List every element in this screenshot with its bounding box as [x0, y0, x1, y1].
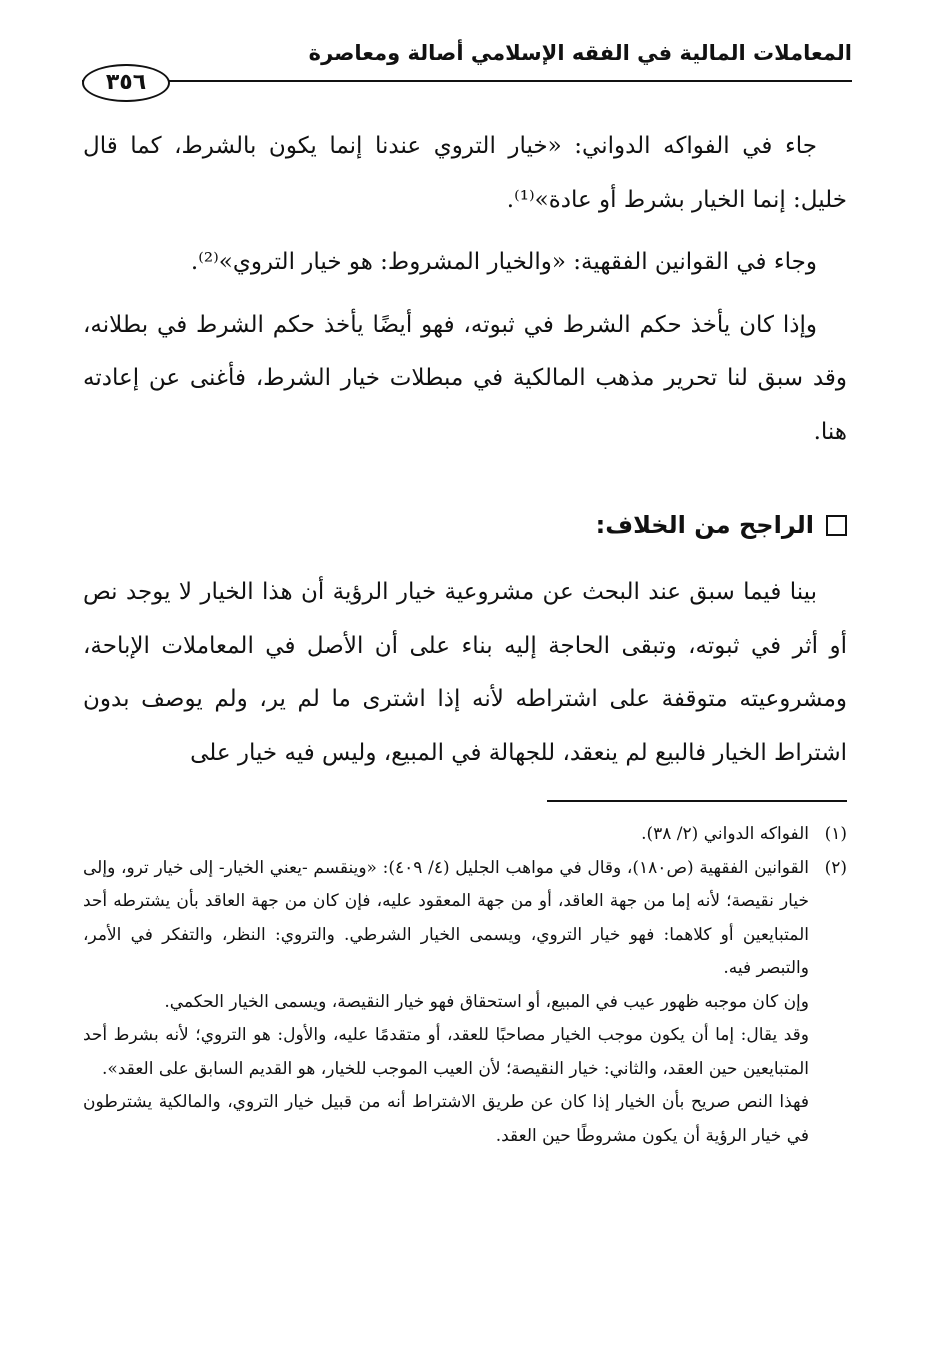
running-title: المعاملات المالية في الفقه الإسلامي أصالة ومعاصرة	[308, 41, 852, 65]
footnote-line: فهذا النص صريح بأن الخيار إذا كان عن طريق الاشتراط أنه من قبيل خيار التروي، والمالكية يشترطون في خيار الرؤية أن يكون مشروطًا حين العقد.	[83, 1092, 809, 1146]
footnote-separator	[547, 800, 847, 802]
footnote-line: وقد يقال: إما أن يكون موجب الخيار مصاحبًا للعقد، أو متقدمًا عليه، والأول: هو التروي؛ لأنه بشرط أحد المتبايعين حين العقد، والثاني: خيار النقيصة؛ لأن العيب الموجب للخيار، هو القديم السابق على العقد».	[83, 1025, 809, 1079]
footnote-line: القوانين الفقهية (ص١٨٠)، وقال في مواهب الجليل (٤/ ٤٠٩): «وينقسم -يعني الخيار- إلى خيار ترو، وإلى خيار نقيصة؛ لأنه إما من جهة العاقد، أو من جهة المعقود عليه، فإن كان من جهة العاقد بأن يشترطه أحد المتبايعين أو كلاهما: فهو خيار التروي، ويسمى الخيار الشرطي. والتروي: النظر، والتفكر في الأمر، والتبصر فيه.	[83, 857, 809, 978]
footnote-line: وإن كان موجبه ظهور عيب في المبيع، أو استحقاق فهو خيار النقيصة، ويسمى الخيار الحكمي.	[164, 991, 809, 1012]
footnotes	[83, 818, 847, 1153]
footnote-number: (١)	[824, 824, 847, 844]
paragraph-qawanin: وجاء في القوانين الفقهية: «والخيار المشروط: هو خيار التروي»⁽²⁾.	[190, 249, 817, 275]
footnote	[83, 818, 847, 852]
footnote-body	[83, 818, 809, 852]
header-rule	[82, 80, 852, 82]
footnote-body	[83, 852, 809, 1154]
paragraph-butlan: وإذا كان يأخذ حكم الشرط في ثبوته، فهو أيضًا يأخذ حكم الشرط في بطلانه، وقد سبق لنا تحرير مذهب المالكية في مبطلات خيار الشرط، فأغنى عن إعادته هنا.	[83, 311, 847, 445]
page-number: ٣٥٦	[82, 64, 170, 102]
footnote	[83, 852, 847, 1154]
section-text	[83, 566, 847, 780]
footnote-number: (٢)	[824, 857, 847, 878]
footnote-line: الفواكه الدواني (٢/ ٣٨).	[641, 824, 809, 844]
section-heading-text: الراجح من الخلاف:	[595, 511, 814, 539]
paragraph-fawakih: جاء في الفواكه الدواني: «خيار التروي عندنا إنما يكون بالشرط، كما قال خليل: إنما الخيار بشرط أو عادة»⁽¹⁾.	[83, 133, 847, 213]
paragraph-rajih: بينا فيما سبق عند البحث عن مشروعية خيار الرؤية أن هذا الخيار لا يوجد نص أو أثر في ثبوته، وتبقى الحاجة إليه بناء على أن الأصل في المعاملات الإباحة، ومشروعيته متوقفة على اشتراطه لأنه إذا اشترى ما لم ير، ولم يوصف بدون اشتراط الخيار فالبيع لم ينعقد، للجهالة في المبيع، وليس فيه خيار على	[83, 579, 847, 766]
main-text	[83, 120, 847, 459]
square-bullet-icon	[826, 515, 847, 536]
section-heading	[83, 500, 847, 550]
page-header	[82, 28, 852, 108]
